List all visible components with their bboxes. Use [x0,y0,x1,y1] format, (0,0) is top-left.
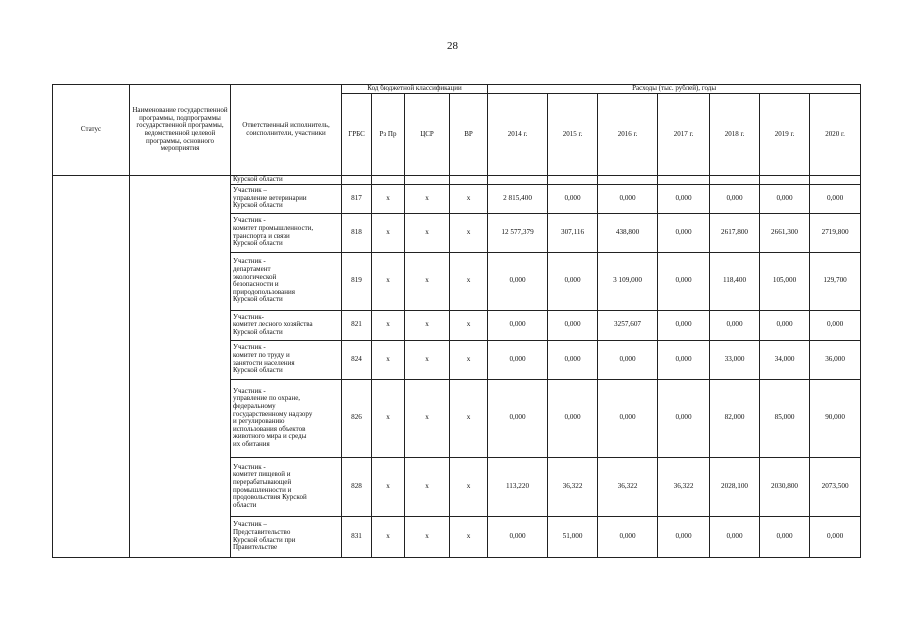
expense-2020: 36,000 [810,340,861,379]
csr-code: х [405,213,450,252]
vr-code: х [450,213,488,252]
participant-name: Участник - управление по охране, федеральному государственному надзору и регулированию использования объектов животного мира и среды их обитания [231,379,342,457]
expense-2018: 2617,800 [710,213,760,252]
csr-code: х [405,457,450,516]
expense-2014: 0,000 [488,516,548,557]
csr-code: х [405,184,450,213]
csr-code: х [405,310,450,340]
expense-2017: 0,000 [658,213,710,252]
header-year-2018: 2018 г. [710,94,760,176]
budget-table [52,84,861,558]
grbs-code: 818 [342,213,372,252]
csr-code: х [405,379,450,457]
expense-2015: 0,000 [548,184,598,213]
expense-2019: 2030,800 [760,457,810,516]
rzpr-code: х [372,213,405,252]
vr-code: х [450,310,488,340]
grbs-code: 824 [342,340,372,379]
rzpr-code: х [372,310,405,340]
header-code-vr: ВР [450,94,488,176]
expense-2019: 85,000 [760,379,810,457]
vr-code: х [450,516,488,557]
csr-code: х [405,252,450,310]
rzpr-code: х [372,457,405,516]
rzpr-code: х [372,252,405,310]
participant-name: Участник - комитет пищевой и перерабатывающей промышленности и продовольствия Курской области [231,457,342,516]
expense-2014: 0,000 [488,310,548,340]
expense-2020: 0,000 [810,310,861,340]
page-number: 28 [447,40,458,52]
expense-2018: 0,000 [710,184,760,213]
expense-2019: 105,000 [760,252,810,310]
expense-2014: 113,220 [488,457,548,516]
expense-2014: 0,000 [488,252,548,310]
participant-name: Участник - комитет по труду и занятости населения Курской области [231,340,342,379]
header-status: Статус [53,85,130,176]
expense-2017: 36,322 [658,457,710,516]
expense-2018: 0,000 [710,310,760,340]
participant-name: Участник – Представительство Курской области при Правительстве [231,516,342,557]
header-year-2015: 2015 г. [548,94,598,176]
expense-2014: 0,000 [488,340,548,379]
csr-code: х [405,516,450,557]
grbs-code: 821 [342,310,372,340]
expense-2020: 90,000 [810,379,861,457]
grbs-code: 817 [342,184,372,213]
grbs-code: 828 [342,457,372,516]
header-year-2017: 2017 г. [658,94,710,176]
expense-2017: 0,000 [658,252,710,310]
header-code-rzpr: Рз Пр [372,94,405,176]
vr-code: х [450,184,488,213]
expense-2017: 0,000 [658,184,710,213]
participant-name: Участник – управление ветеринарии Курской области [231,184,342,213]
expense-2016: 0,000 [598,184,658,213]
expense-2016: 3257,607 [598,310,658,340]
continuation-text: Курской области [231,176,342,185]
expense-2018: 33,000 [710,340,760,379]
expense-2014: 2 815,400 [488,184,548,213]
expense-2017: 0,000 [658,340,710,379]
expense-2019: 0,000 [760,310,810,340]
expense-2018: 0,000 [710,516,760,557]
rzpr-code: х [372,184,405,213]
expense-2019: 34,000 [760,340,810,379]
expense-2015: 0,000 [548,310,598,340]
header-year-2020: 2020 г. [810,94,861,176]
program-name-cell [130,176,231,558]
vr-code: х [450,379,488,457]
grbs-code: 826 [342,379,372,457]
expense-2018: 82,000 [710,379,760,457]
expense-2017: 0,000 [658,516,710,557]
participant-name: Участник - комитет промышленности, транспорта и связи Курской области [231,213,342,252]
status-cell [53,176,130,558]
participant-name: Участник - департамент экологической безопасности и природопользования Курской области [231,252,342,310]
rzpr-code: х [372,516,405,557]
vr-code: х [450,340,488,379]
vr-code: х [450,457,488,516]
rzpr-code: х [372,379,405,457]
grbs-code: 831 [342,516,372,557]
expense-2015: 51,000 [548,516,598,557]
grbs-code: 819 [342,252,372,310]
expense-2020: 0,000 [810,184,861,213]
expense-2019: 2661,300 [760,213,810,252]
expense-2020: 2719,800 [810,213,861,252]
participant-name: Участник- комитет лесного хозяйства Курской области [231,310,342,340]
header-executor: Ответственный исполнитель, соисполнители, участники [231,85,342,176]
expense-2019: 0,000 [760,516,810,557]
expense-2017: 0,000 [658,379,710,457]
header-code-grbs: ГРБС [342,94,372,176]
expense-2015: 0,000 [548,379,598,457]
header-year-2014: 2014 г. [488,94,548,176]
header-expenses-group: Расходы (тыс. рублей), годы [488,85,861,94]
expense-2014: 0,000 [488,379,548,457]
expense-2016: 0,000 [598,340,658,379]
expense-2016: 438,800 [598,213,658,252]
expense-2016: 3 109,000 [598,252,658,310]
expense-2020: 2073,500 [810,457,861,516]
expense-2016: 36,322 [598,457,658,516]
vr-code: х [450,252,488,310]
expense-2015: 0,000 [548,252,598,310]
header-year-2016: 2016 г. [598,94,658,176]
expense-2018: 118,400 [710,252,760,310]
expense-2015: 307,116 [548,213,598,252]
expense-2016: 0,000 [598,379,658,457]
expense-2018: 2028,100 [710,457,760,516]
expense-2016: 0,000 [598,516,658,557]
expense-2019: 0,000 [760,184,810,213]
header-code-csr: ЦСР [405,94,450,176]
expense-2015: 36,322 [548,457,598,516]
expense-2020: 129,700 [810,252,861,310]
expense-2017: 0,000 [658,310,710,340]
expense-2014: 12 577,379 [488,213,548,252]
expense-2020: 0,000 [810,516,861,557]
header-year-2019: 2019 г. [760,94,810,176]
expense-2015: 0,000 [548,340,598,379]
rzpr-code: х [372,340,405,379]
header-budget-code-group: Код бюджетной классификации [342,85,488,94]
header-name: Наименование государственной программы, подпрограммы государственной программы, ведомственной целевой программы, основного мероприятия [130,85,231,176]
csr-code: х [405,340,450,379]
